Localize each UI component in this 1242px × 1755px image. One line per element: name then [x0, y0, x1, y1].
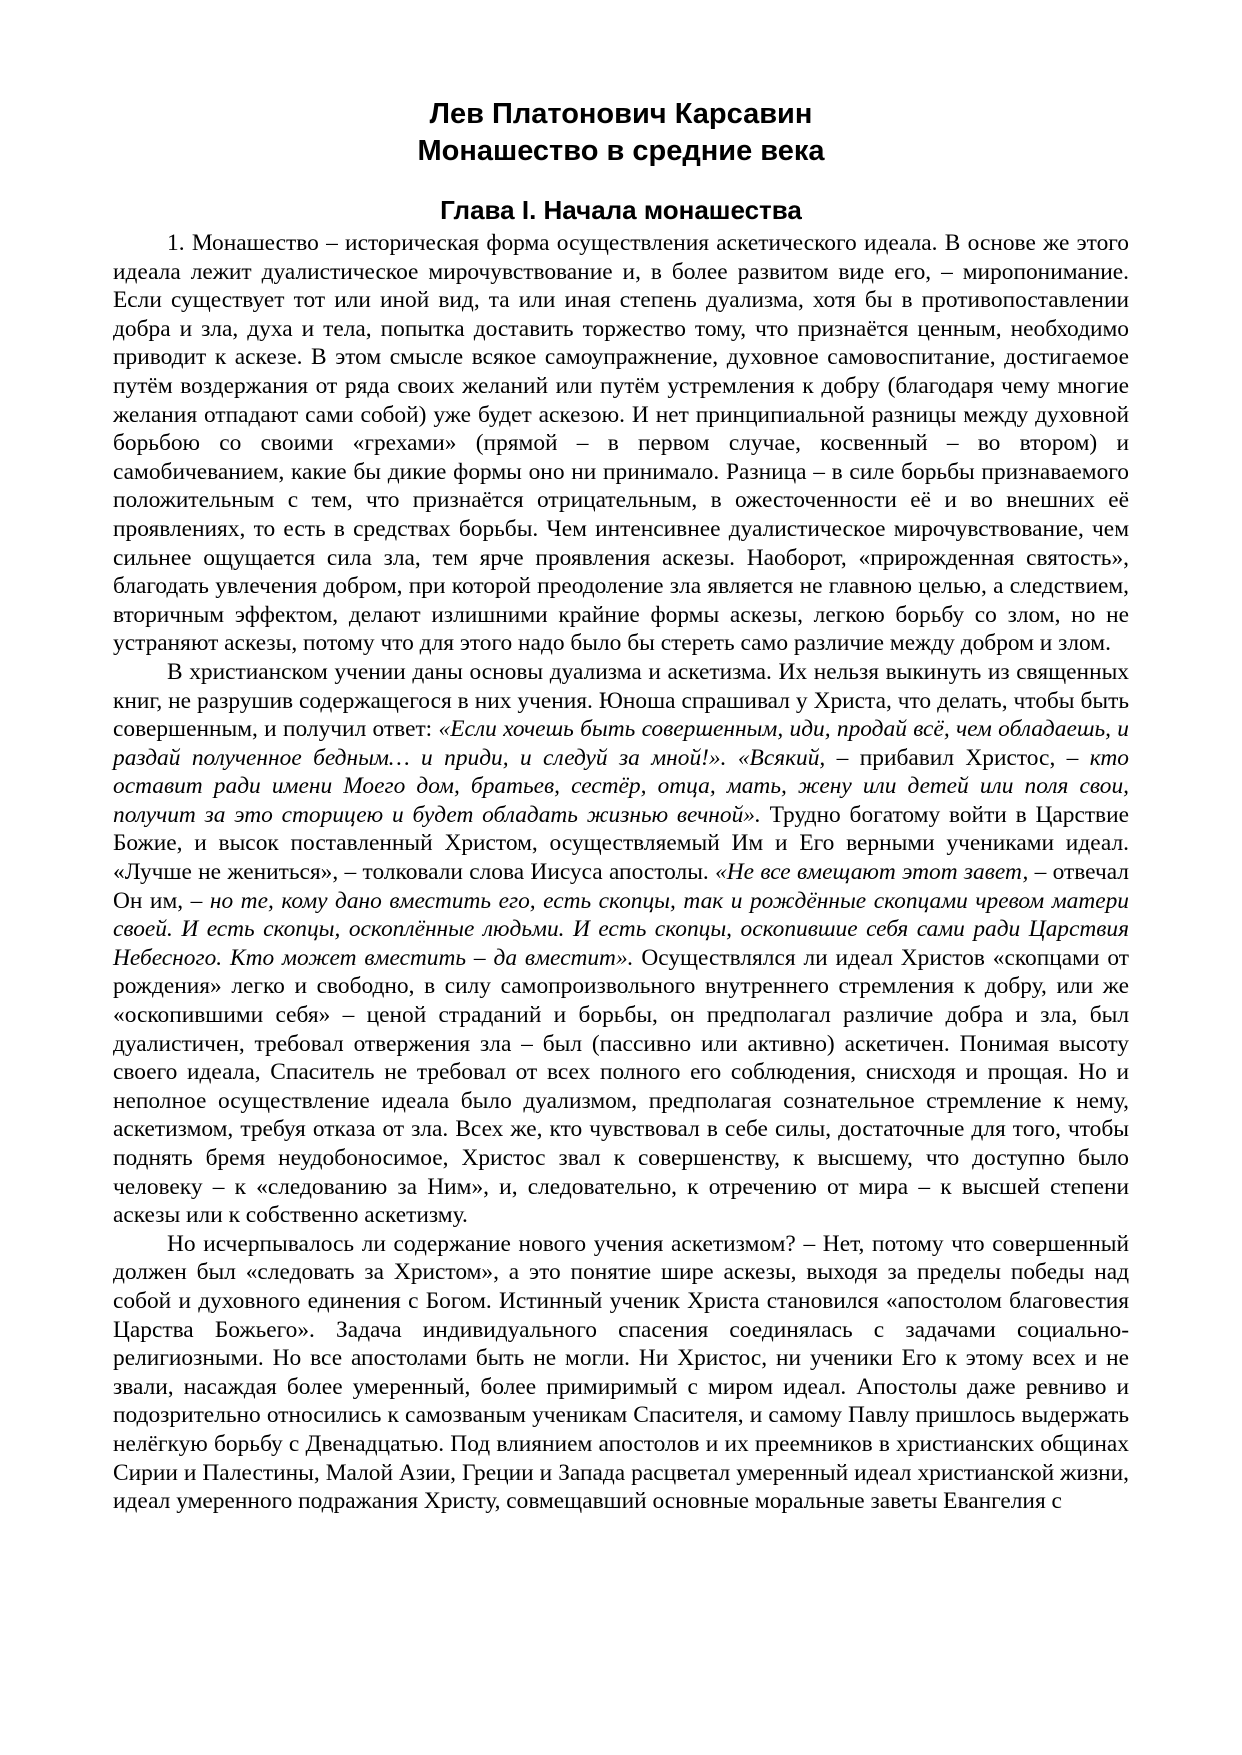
paragraph-2-part-e: Трудно богатому войти в Царствие Божие, и высок поставленный Христом, осуществляемый Им и Его верными учениками идеал. «Лучше не жениться», – толковали слова Иисуса апостолы.: [113, 801, 1129, 886]
book-title: Монашество в средние века: [417, 135, 825, 167]
paragraph-2-quote-1: «Если хочешь быть совершенным, иди, продай всё, чем обладаешь, и раздай полученное бедным… и приди, и следуй за мной!». «Всякий,: [113, 716, 1130, 771]
author-name: Лев Платонович Карсавин: [429, 98, 813, 130]
document-page: [113, 96, 1129, 1516]
paragraph-2-quote-2: кто оставит ради имени Моего дом, братьев, сестёр, отца, мать, жену или детей или поля свои, получит за это сторицею и будет обладать жизнью вечной».: [113, 744, 1129, 828]
paragraph-2: [113, 658, 1129, 1230]
paragraph-2-quote-3: «Не все вмещают этот завет,: [715, 859, 1035, 886]
chapter-heading: Глава I. Начала монашества: [440, 195, 802, 225]
paragraph-1: 1. Монашество – историческая форма осуществления аскетического идеала. В основе же этого идеала лежит дуалистическое мирочувствование и, в более развитом виде его, – миропонимание. Если существует тот или иной вид, та или иная степень дуализма, хотя бы в противопоставлении добра и зла, духа и тела, попытка доставить торжество тому, что признаётся ценным, необходимо приводит к аскезе. В этом смысле всякое самоупражнение, духовное самовоспитание, достигаемое путём воздержания от ряда своих желаний или путём устремления к добру (благодаря чему многие желания отпадают сами собой) уже будет аскезою. И нет принципиальной разницы между духовной борьбою со своими «грехами» (прямой – в первом случае, косвенный – во втором) и самобичеванием, какие бы дикие формы оно ни принимало. Разница – в силе борьбы признаваемого положительным с тем, что признаётся отрицательным, в ожесточенности её и во внешних её проявлениях, то есть в средствах борьбы. Чем интенсивнее дуалистическое мирочувствование, чем сильнее ощущается сила зла, тем ярче проявления аскезы. Наоборот, «прирожденная святость», благодать увлечения добром, при которой преодоление зла является не главною целью, а следствием, вторичным эффектом, делают излишними крайние формы аскезы, легкою борьбу со злом, но не устраняют аскезы, потому что для этого надо было бы стереть само различие между добром и злом.: [113, 230, 1129, 657]
document-title: [113, 96, 1129, 170]
paragraph-2-part-c: – прибавил Христос, –: [825, 744, 1090, 771]
paragraph-2-part-i: Осуществлялся ли идеал Христов «скопцами от рождения» легко и свободно, в силу самопроизвольного внутреннего стремления к добру, или же «оскопившими себя» – ценой страданий и борьбы, он предполагал различие добра и зла, был дуалистичен, требовал отвержения зла – был (пассивно или активно) аскетичен. Понимая высоту своего идеала, Спаситель не требовал от всех полного его соблюдения, снисходя и прощая. Но и неполное осуществление идеала было дуализмом, предполагая сознательное стремление к нему, аскетизмом, требуя отказа от зла. Всех же, кто чувствовал в себе силы, достаточные для того, чтобы поднять бремя неудобоносимое, Христос звал к совершенству, к высшему, что доступно было человеку – к «следованию за Ним», и, следовательно, к отречению от мира – к высшей степени аскезы или к собственно аскетизму.: [113, 944, 1129, 1229]
paragraph-2-part-a: В христианском учении даны основы дуализма и аскетизма. Их нельзя выкинуть из священных книг, не разрушив содержащегося в них учения. Юноша спрашивал у Христа, что делать, чтобы быть совершенным, и получил ответ:: [113, 658, 1129, 743]
paragraph-2-quote-4: но те, кому дано вместить его, есть скопцы, так и рождённые скопцами чревом матери своей. И есть скопцы, оскоплённые людьми. И есть скопцы, оскопившие себя сами ради Царствия Небесного. Кто может вместить – да вместит».: [113, 887, 1129, 971]
paragraph-3: Но исчерпывалось ли содержание нового учения аскетизмом? – Нет, потому что совершенный должен был «следовать за Христом», а это понятие шире аскезы, выходя за пределы победы над собой и духовного единения с Богом. Истинный ученик Христа становился «апостолом благовестия Царства Божьего». Задача индивидуального спасения соединялась с задачами социально-религиозными. Но все апостолами быть не могли. Ни Христос, ни ученики Его к этому всех и не звали, насаждая более умеренный, более примиримый с миром идеал. Апостолы даже ревниво и подозрительно относились к самозваным ученикам Спасителя, и самому Павлу пришлось выдержать нелёгкую борьбу с Двенадцатью. Под влиянием апостолов и их преемников в христианских общинах Сирии и Палестины, Малой Азии, Греции и Запада расцветал умеренный идеал христианской жизни, идеал умеренного подражания Христу, совмещавший основные моральные заветы Евангелия с: [113, 1230, 1129, 1515]
paragraph-2-part-g: – отвечал Он им, –: [113, 859, 1129, 914]
